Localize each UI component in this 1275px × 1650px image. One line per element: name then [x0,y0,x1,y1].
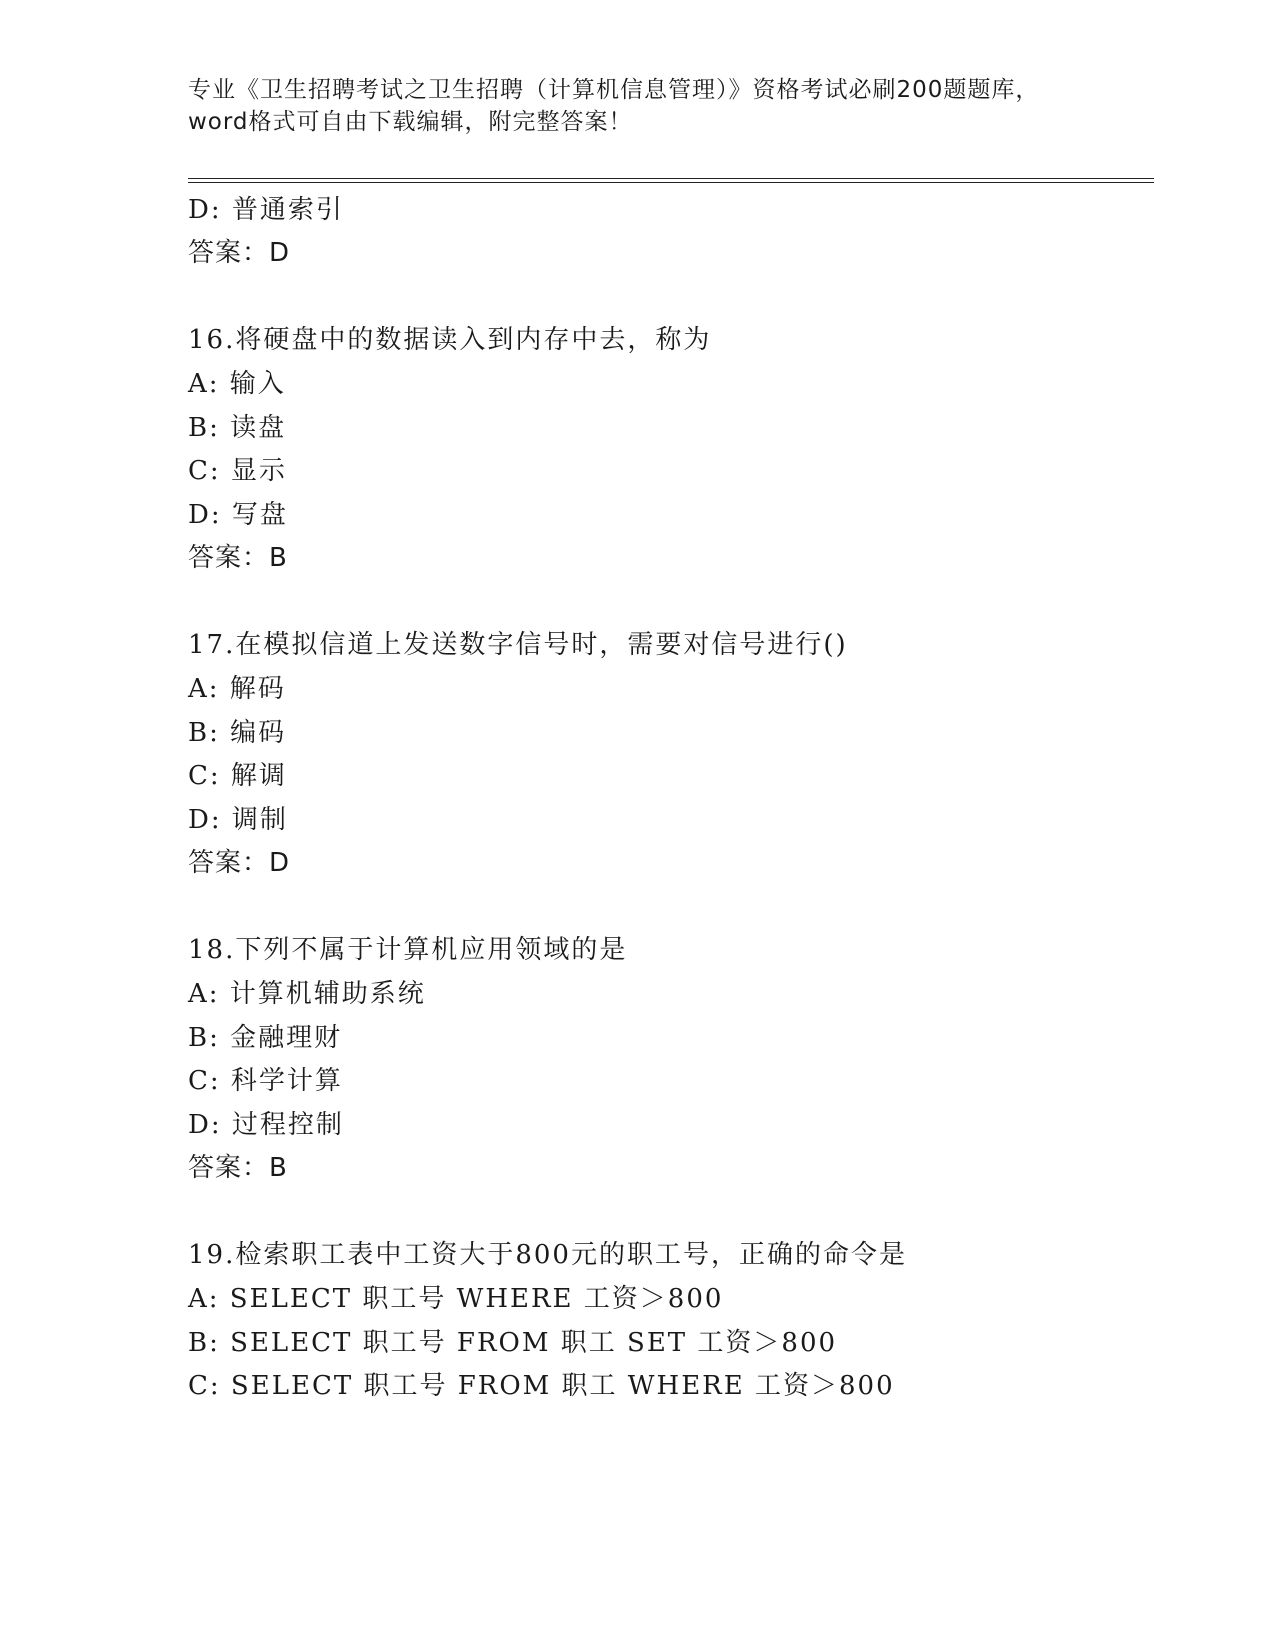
question-18: 18.下列不属于计算机应用领域的是 [188,935,628,965]
option-a: A: 输入 [188,369,286,399]
option-b: B: 金融理财 [188,1023,343,1053]
option-c: C: 科学计算 [188,1066,343,1096]
option-b: B: 编码 [188,718,287,748]
option-c: C: SELECT 职工号 FROM 职工 WHERE 工资＞800 [188,1371,895,1401]
header-divider [188,178,1154,183]
header-line-2: word格式可自由下载编辑，附完整答案！ [188,109,633,135]
option-b: B: SELECT 职工号 FROM 职工 SET 工资＞800 [188,1328,838,1358]
option-a: A: SELECT 职工号 WHERE 工资＞800 [188,1284,724,1314]
document-header [188,74,1088,138]
answer-line: 答案：D [188,238,291,268]
option-d: D: 调制 [188,805,288,835]
option-c: C: 显示 [188,456,287,486]
option-d: D: 过程控制 [188,1110,344,1140]
question-16: 16.将硬盘中的数据读入到内存中去，称为 [188,325,712,355]
question-19: 19.检索职工表中工资大于800元的职工号，正确的命令是 [188,1240,907,1270]
option-b: B: 读盘 [188,413,287,443]
question-17: 17.在模拟信道上发送数字信号时，需要对信号进行() [188,630,848,660]
option-c: C: 解调 [188,761,287,791]
option-d: D: 写盘 [188,500,288,530]
option-a: A: 计算机辅助系统 [188,979,426,1009]
answer-line: 答案：B [188,543,288,573]
answer-line: 答案：D [188,848,291,878]
answer-line: 答案：B [188,1153,288,1183]
option-a: A: 解码 [188,674,286,704]
header-line-1: 专业《卫生招聘考试之卫生招聘（计算机信息管理）》资格考试必刷200题题库， [188,77,1040,103]
option-d: D: 普通索引 [188,195,344,225]
